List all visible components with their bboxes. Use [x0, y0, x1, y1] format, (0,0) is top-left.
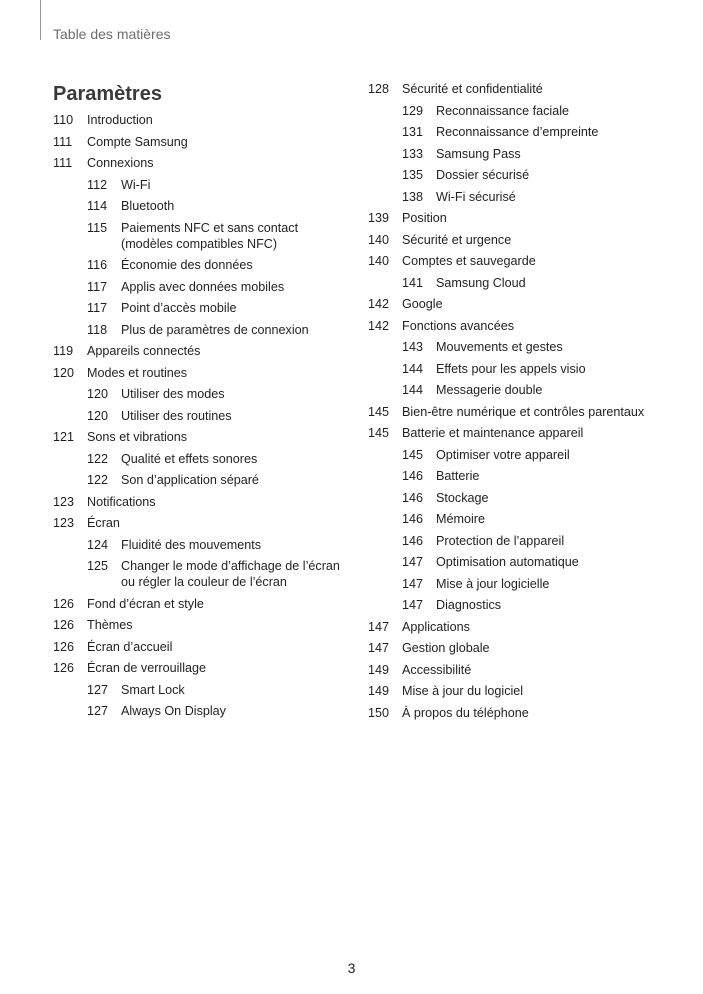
toc-entry-label: Samsung Pass	[436, 146, 521, 161]
toc-entry[interactable]	[53, 322, 353, 338]
toc-entry[interactable]	[53, 134, 353, 150]
toc-page-number: 123	[53, 516, 75, 530]
toc-page-number: 122	[87, 451, 109, 466]
toc-entry[interactable]	[53, 279, 353, 295]
toc-entry-label: Dossier sécurisé	[436, 168, 530, 182]
toc-page-number: 127	[87, 682, 109, 697]
toc-entry[interactable]	[53, 365, 353, 381]
toc-entry-label: Sons et vibrations	[87, 430, 188, 444]
toc-page-number: 144	[402, 361, 424, 376]
toc-page-number: 116	[87, 258, 108, 272]
toc-entry-label: Utiliser des routines	[121, 408, 232, 423]
toc-entry[interactable]	[368, 232, 668, 248]
toc-entry-label: Appareils connectés	[87, 344, 201, 358]
toc-entry-label: Paiements NFC et sans contact (modèles compatibles NFC)	[121, 220, 299, 251]
toc-entry-label: Applis avec données mobiles	[121, 279, 285, 294]
toc-page-number: 139	[368, 211, 390, 225]
toc-entry[interactable]	[368, 425, 668, 441]
toc-page-number: 114	[87, 199, 108, 213]
running-header: Table des matières	[53, 26, 171, 42]
toc-entry-label: Fluidité des mouvements	[121, 537, 261, 552]
toc-entry[interactable]	[53, 386, 353, 402]
toc-page-number: 141	[402, 275, 424, 290]
toc-entry[interactable]	[53, 429, 353, 445]
toc-entry[interactable]	[368, 554, 668, 570]
toc-page-number: 127	[87, 704, 109, 718]
toc-entry[interactable]	[368, 533, 668, 549]
toc-page-number: 142	[368, 297, 390, 311]
toc-entry[interactable]	[368, 296, 668, 312]
toc-entry[interactable]	[53, 682, 353, 698]
toc-page-number: 147	[368, 641, 390, 655]
toc-entry[interactable]	[53, 515, 353, 531]
toc-page-number: 111	[53, 134, 73, 149]
toc-entry-label: Wi-Fi sécurisé	[436, 189, 516, 204]
toc-page-number: 115	[87, 220, 108, 235]
toc-entry-label: Mise à jour du logiciel	[402, 684, 524, 698]
toc-entry[interactable]	[368, 619, 668, 635]
toc-page-number: 140	[368, 232, 390, 247]
toc-page-number: 133	[402, 146, 424, 161]
toc-entry[interactable]	[53, 703, 353, 719]
toc-entry-label: Google	[402, 297, 443, 311]
toc-entry-label: Always On Display	[121, 704, 226, 718]
toc-page-number: 140	[368, 254, 390, 268]
toc-entry[interactable]	[53, 257, 353, 273]
toc-page-number: 149	[368, 662, 390, 677]
toc-page-number: 131	[402, 125, 424, 139]
toc-page-number: 146	[402, 490, 424, 505]
toc-entry[interactable]	[368, 382, 668, 398]
toc-entry-label: Bien-être numérique et contrôles parentaux	[402, 404, 645, 419]
toc-page-number: 144	[402, 383, 424, 397]
toc-entry-label: Point d’accès mobile	[121, 301, 237, 315]
toc-entry-label: Reconnaissance faciale	[436, 103, 570, 118]
toc-page-number: 124	[87, 537, 109, 552]
toc-page-number: 118	[87, 322, 108, 337]
toc-entry-label: Applications	[402, 619, 470, 634]
toc-entry[interactable]	[368, 576, 668, 592]
toc-page-number: 122	[87, 473, 109, 487]
toc-entry-label: Optimisation automatique	[436, 555, 579, 569]
toc-entry-label: Mise à jour logicielle	[436, 576, 550, 591]
toc-page-number: 129	[402, 103, 424, 118]
toc-entry[interactable]	[368, 597, 668, 613]
toc-page-number: 142	[368, 318, 390, 333]
toc-entry-label: Batterie	[436, 469, 480, 483]
toc-entry-label: Utiliser des modes	[121, 387, 225, 401]
toc-page-number: 145	[368, 404, 390, 419]
toc-page-number: 126	[53, 596, 75, 611]
toc-entry-label: Changer le mode d’affichage de l’écran ou régler la couleur de l’écran	[121, 559, 340, 589]
toc-entry[interactable]	[53, 408, 353, 424]
toc-entry[interactable]	[368, 253, 668, 269]
toc-page-number: 126	[53, 618, 75, 632]
toc-entry[interactable]	[368, 103, 668, 119]
toc-page-number: 126	[53, 661, 75, 675]
toc-entry[interactable]	[368, 124, 668, 140]
toc-entry[interactable]	[53, 155, 353, 171]
toc-entry-label: Smart Lock	[121, 682, 185, 697]
toc-entry-label: Mémoire	[436, 512, 485, 526]
page-number: 3	[347, 960, 356, 976]
toc-entry[interactable]	[53, 220, 353, 252]
toc-entry-label: Son d’application séparé	[121, 473, 259, 487]
toc-page-number: 146	[402, 469, 424, 483]
toc-entry[interactable]	[53, 343, 353, 359]
toc-page-number: 120	[87, 387, 109, 401]
toc-entry-label: Wi-Fi	[121, 177, 151, 192]
toc-page-number: 145	[368, 426, 390, 440]
toc-entry-label: Accessibilité	[402, 662, 472, 677]
toc-entry[interactable]	[53, 617, 353, 633]
toc-entry-label: Gestion globale	[402, 641, 490, 655]
toc-page-number: 147	[402, 555, 424, 569]
toc-column-left	[53, 112, 353, 725]
toc-entry[interactable]	[368, 640, 668, 656]
toc-page-number: 117	[87, 301, 108, 315]
toc-entry[interactable]	[368, 468, 668, 484]
toc-page-number: 149	[368, 684, 390, 698]
toc-page-number: 123	[53, 494, 75, 509]
toc-entry[interactable]	[53, 639, 353, 655]
toc-entry[interactable]	[53, 494, 353, 510]
toc-entry-label: Connexions	[87, 156, 154, 170]
toc-entry-label: Stockage	[436, 490, 489, 505]
toc-entry-label: Modes et routines	[87, 365, 188, 380]
toc-page-number: 125	[87, 559, 109, 573]
toc-entry-label: Protection de l’appareil	[436, 533, 565, 548]
toc-entry-label: Qualité et effets sonores	[121, 451, 258, 466]
toc-entry-label: Diagnostics	[436, 598, 502, 612]
toc-entry[interactable]	[368, 662, 668, 678]
toc-entry-label: À propos du téléphone	[402, 705, 529, 720]
toc-entry-label: Économie des données	[121, 258, 253, 272]
toc-entry[interactable]	[368, 490, 668, 506]
toc-entry-label: Fonctions avancées	[402, 318, 515, 333]
toc-page-number: 121	[53, 430, 75, 444]
toc-page-number: 146	[402, 512, 424, 526]
toc-entry[interactable]	[368, 81, 668, 97]
toc-entry[interactable]	[368, 189, 668, 205]
toc-entry[interactable]	[53, 537, 353, 553]
toc-page-number: 146	[402, 533, 424, 548]
toc-page-number: 110	[53, 113, 74, 127]
toc-page-number: 143	[402, 340, 424, 354]
toc-page-number: 111	[53, 156, 73, 170]
toc-entry-label: Messagerie double	[436, 383, 543, 397]
toc-entry-label: Comptes et sauvegarde	[402, 254, 536, 268]
toc-page-number: 135	[402, 168, 424, 182]
toc-page-number: 117	[87, 279, 108, 294]
toc-page-number: 147	[402, 598, 424, 612]
toc-page-number: 120	[53, 365, 75, 380]
toc-page-number: 138	[402, 189, 424, 204]
toc-entry-label: Sécurité et confidentialité	[402, 82, 543, 96]
toc-page-number: 145	[402, 447, 424, 462]
toc-entry[interactable]	[368, 361, 668, 377]
section-title: Paramètres	[53, 83, 162, 105]
toc-entry[interactable]	[368, 705, 668, 721]
toc-entry[interactable]	[53, 177, 353, 193]
toc-entry-label: Écran	[87, 516, 120, 530]
toc-entry-label: Compte Samsung	[87, 134, 188, 149]
toc-entry[interactable]	[368, 167, 668, 183]
toc-page-number: 112	[87, 177, 108, 192]
toc-entry-label: Samsung Cloud	[436, 275, 526, 290]
toc-entry-label: Écran de verrouillage	[87, 661, 207, 675]
toc-entry-label: Effets pour les appels visio	[436, 361, 586, 376]
toc-entry[interactable]	[368, 404, 668, 420]
toc-page-number: 126	[53, 639, 75, 654]
toc-entry-label: Thèmes	[87, 618, 133, 632]
toc-entry[interactable]	[53, 472, 353, 488]
toc-entry-label: Bluetooth	[121, 199, 175, 213]
toc-entry[interactable]	[368, 447, 668, 463]
toc-entry[interactable]	[53, 198, 353, 214]
toc-entry[interactable]	[53, 558, 353, 590]
toc-entry[interactable]	[53, 660, 353, 676]
toc-page-number: 119	[53, 344, 74, 358]
toc-column-right	[368, 81, 668, 726]
toc-entry-label: Introduction	[87, 113, 153, 127]
toc-entry[interactable]	[53, 451, 353, 467]
toc-entry-label: Plus de paramètres de connexion	[121, 322, 309, 337]
toc-entry-label: Optimiser votre appareil	[436, 447, 570, 462]
toc-entry[interactable]	[368, 146, 668, 162]
toc-entry-label: Écran d’accueil	[87, 639, 173, 654]
toc-entry[interactable]	[368, 318, 668, 334]
toc-entry-label: Reconnaissance d’empreinte	[436, 125, 599, 139]
toc-entry[interactable]	[368, 275, 668, 291]
toc-page-number: 150	[368, 705, 390, 720]
toc-entry[interactable]	[368, 683, 668, 699]
header-rule	[40, 0, 41, 40]
toc-entry[interactable]	[53, 112, 353, 128]
toc-entry[interactable]	[53, 596, 353, 612]
toc-entry-label: Notifications	[87, 494, 156, 509]
toc-page-number: 147	[368, 619, 390, 634]
toc-page-number: 147	[402, 576, 424, 591]
toc-page-number: 128	[368, 82, 390, 96]
toc-entry-label: Position	[402, 211, 447, 225]
toc-entry-label: Batterie et maintenance appareil	[402, 426, 584, 440]
toc-entry[interactable]	[368, 511, 668, 527]
toc-entry-label: Mouvements et gestes	[436, 340, 563, 354]
toc-page-number: 120	[87, 408, 109, 423]
toc-entry[interactable]	[368, 210, 668, 226]
toc-entry[interactable]	[368, 339, 668, 355]
toc-entry[interactable]	[53, 300, 353, 316]
toc-entry-label: Fond d’écran et style	[87, 596, 204, 611]
toc-entry-label: Sécurité et urgence	[402, 232, 512, 247]
